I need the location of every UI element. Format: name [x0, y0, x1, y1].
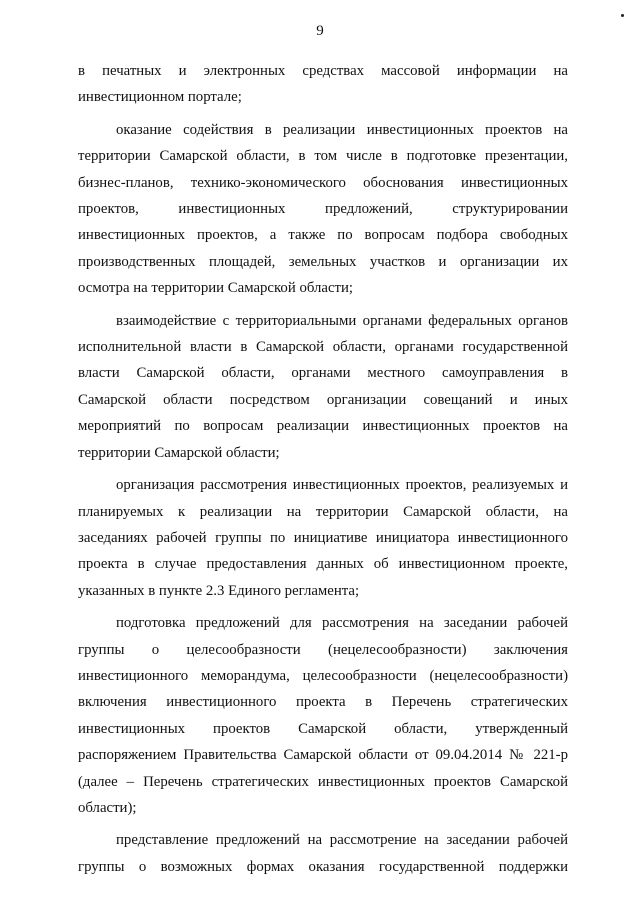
- text-line: организация рассмотрения инвестиционных проектов, реализуемых и: [116, 477, 568, 494]
- text-line: области);: [78, 799, 137, 816]
- text-line: группы о целесообразности (нецелесообразности) заключения: [78, 641, 568, 658]
- paragraph: [78, 610, 568, 821]
- paragraph: [78, 308, 568, 466]
- text-line: (далее – Перечень стратегических инвестиционных проектов Самарской: [78, 773, 568, 790]
- page-number: 9: [316, 23, 324, 39]
- text-line: бизнес-планов, технико-экономического обоснования инвестиционных: [78, 174, 568, 191]
- scan-mark: [621, 14, 624, 17]
- paragraph: [78, 117, 568, 302]
- document-body: [78, 58, 568, 886]
- text-line: проектов, инвестиционных предложений, структурировании: [78, 201, 568, 218]
- text-line: подготовка предложений для рассмотрения на заседании рабочей: [116, 615, 568, 632]
- text-line: мероприятий по вопросам реализации инвестиционных проектов на: [78, 418, 568, 435]
- text-line: указанных в пункте 2.3 Единого регламента;: [78, 582, 360, 599]
- text-line: инвестиционного меморандума, целесообразности (нецелесообразности): [78, 667, 568, 684]
- text-line: производственных площадей, земельных участков и организации их: [78, 253, 568, 270]
- paragraph: [78, 827, 568, 880]
- text-line: в печатных и электронных средствах массовой информации на: [78, 63, 568, 79]
- text-line: территории Самарской области;: [78, 444, 280, 461]
- text-line: планируемых к реализации на территории Самарской области, на: [78, 503, 568, 520]
- text-line: инвестиционных проектов Самарской области, утвержденный: [78, 720, 568, 737]
- text-line: оказание содействия в реализации инвестиционных проектов на: [116, 121, 568, 138]
- text-line: распоряжением Правительства Самарской области от 09.04.2014 № 221-р: [78, 747, 568, 764]
- text-line: власти Самарской области, органами местного самоуправления в: [78, 365, 568, 382]
- text-line: заседаниях рабочей группы по инициативе инициатора инвестиционного: [78, 529, 568, 546]
- text-line: инвестиционном портале;: [78, 89, 242, 106]
- text-line: инвестиционных проектов, а также по вопросам подбора свободных: [78, 227, 568, 244]
- text-line: проекта в случае предоставления данных об инвестиционном проекте,: [78, 556, 568, 573]
- text-line: группы о возможных формах оказания государственной поддержки: [78, 858, 568, 875]
- text-line: территории Самарской области, в том числе в подготовке презентации,: [78, 148, 568, 165]
- text-line: взаимодействие с территориальными органами федеральных органов: [116, 312, 568, 329]
- paragraph: [78, 472, 568, 604]
- text-line: включения инвестиционного проекта в Перечень стратегических: [78, 694, 568, 711]
- text-line: представление предложений на рассмотрение на заседании рабочей: [116, 832, 568, 849]
- text-line: Самарской области посредством организации совещаний и иных: [78, 391, 568, 408]
- text-line: осмотра на территории Самарской области;: [78, 280, 354, 297]
- paragraph: [78, 58, 568, 111]
- text-line: исполнительной власти в Самарской области, органами государственной: [78, 339, 568, 356]
